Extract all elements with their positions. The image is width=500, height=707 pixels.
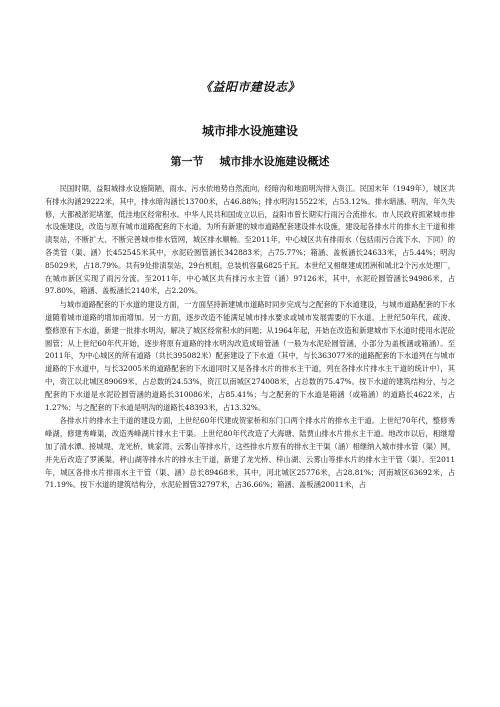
paragraph: 与城市道路配套的下水道的建设方面，一方面坚持新建城市道路时同步完成与之配套的下水道建设，与城市道路配套的下水道随着城市道路的增加而增加。另一方面，逐步改造不能满足城市排水要求或城市发展需要的下水道。上世纪50年代，疏浚、整修原有下水道，新建一批排水明沟，解决了城区经常积水的问题；从1964年起，开始在改造和新建城市下水道时使用水泥砼圆管；从上世纪60年代开始，逐步将原有道路的排水明沟改造成暗管涵（一般为水泥砼圆管涵，小部分为盖板涵或箱涵）。至2011年，为中心城区的所有道路（共长395082米）配套建设了下水道（其中，与长363077米的道路配套的下水道列在与城市道路的下水道中，与长32005米的道路配套的下水道同时又是各排水片的排水主干道，列在各排水片排水主干道的统计中），其中，资江以北城区89069米，占总数的24.53%，资江以南城区274008米，占总数的75.47%。按下水道的建筑结构分，与之配套的下水道是水泥砼圆管涵的道路长310086米，占85.41%；与之配套的下水道是箱涵（或箱涵）的道路长4622米，占1.27%；与之配套的下水道是明沟的道路长48393米，占13.32%。 [45,300,455,412]
book-title: 《益阳市建设志》 [199,80,300,94]
section-heading [0,153,500,169]
section-title: 城市排水设施建设概述 [219,155,330,168]
section-number: 第一节 [170,155,204,168]
paragraph: 各排水片的排水主干道的建设方面，上世纪60年代建成贺家桥和东门口两个排水片的排水主干道。上世纪70年代，整修秀峰湖，修建秀峰渠，改造秀峰湖片排水主干渠。上世纪80年代改造了大海塘、陆贾山排水片排水主干道。地改市以后，相继增加了清水潭、接城堤、龙光桥、姚家湾、云雾山等排水片，这些排水片原有的排水主干渠（涵）相继纳入城市排水管（渠）网，并先后改造了罗溪渠、秤山湖等排水片的排水主干道，新建了龙光桥、梓山湖、云雾山等排水片的排水主干管（渠）。至2011年，城区各排水片排雨水主干管（渠、涵）总长89468米，其中，河北城区25776米，占28.81%；河南城区63692米，占71.19%。按下水道的建筑结构分，水泥砼圆管32797米，占36.66%；箱涵、盖板涵20011米，占 [45,416,455,490]
body-text [45,183,455,493]
chapter-title: 城市排水设施建设 [201,124,298,138]
paragraph: 民国时期，益阳城排水设施简陋，雨水、污水依地势自然流向，经暗沟和地面明沟排入资江。民国末年（1949年），城区共有排水沟涵29222米，其中，排水暗沟涵长13700米，占46.88%；排水明沟15522米，占53.12%。排水暗涵、明沟，年久失修，大都被淤泥堵塞，低洼地区经常积水。中华人民共和国成立以后，益阳市曾长期实行雨污合流排水。市人民政府抓紧城市排水设施建设，改造与原有城市道路配套的下水道，为所有新建的城市道路配套建设排水设施，建设起各排水片的排水主干道和排渍泵站，不断扩大、不断完善城市排水管网，城区排水顺畅。至2011年，中心城区共有排雨水（包括雨污合流下水、下同）的各类管（渠、涵）长452545米其中，水泥砼圆管涵长342883米，占75.77%；箱涵、盖板涵长24633米，占5.44%；明沟85029米，占18.79%。共有9处排渍泵站，29台机组，总装机容量6825千瓦。本世纪又相继建成团洲和城北2个污水处理厂，在城市新区实现了雨污分流。至2011年，中心城区共有排污水主管（涵）97126米，其中，水泥砼圆管涵长94986米，占97.80%，箱涵、盖板涵长2140米，占2.20%。 [45,184,455,296]
